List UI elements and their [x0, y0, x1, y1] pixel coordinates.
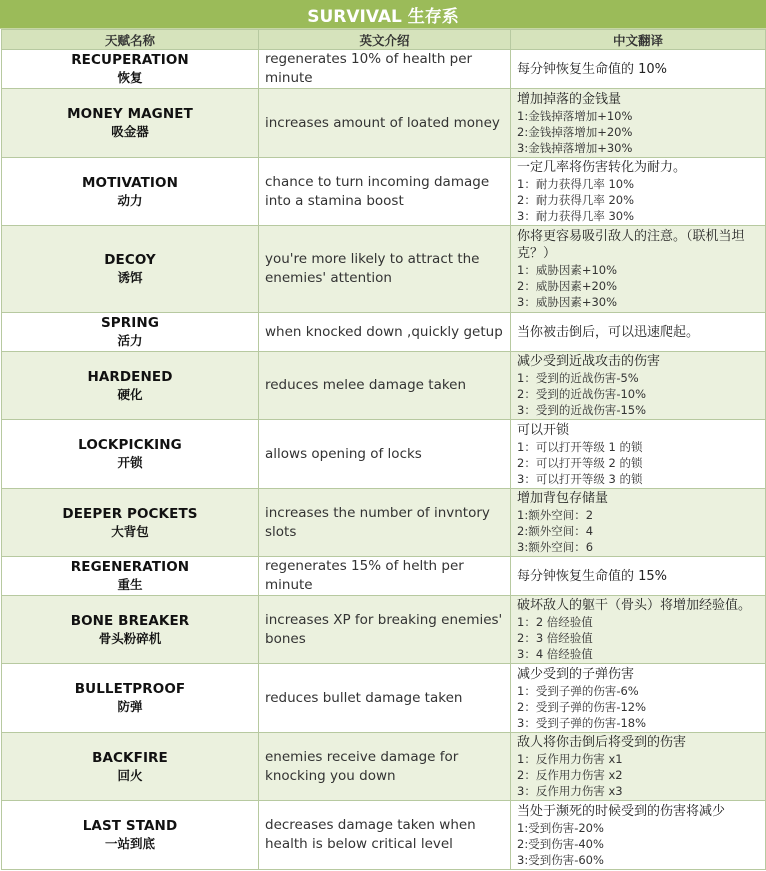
translation-summary: 敌人将你击倒后将受到的伤害	[517, 735, 687, 750]
translation-level-1: 1:额外空间：2	[517, 508, 594, 522]
talent-name-chinese: 硬化	[117, 386, 143, 402]
english-description: allows opening of locks	[259, 420, 511, 489]
chinese-translation-cell	[511, 557, 766, 596]
talent-name-chinese: 开锁	[117, 455, 143, 470]
talent-name-cell	[2, 489, 259, 557]
english-description: reduces bullet damage taken	[259, 664, 511, 733]
chinese-translation-cell	[511, 89, 766, 158]
talent-name-english: BULLETPROOF	[74, 681, 186, 697]
english-description: regenerates 15% of helth per minute	[259, 557, 511, 596]
translation-summary: 每分钟恢复生命值的 10%	[517, 61, 668, 77]
header-english-description: 英文介绍	[259, 30, 511, 50]
translation-level-3: 3：可以打开等级 3 的锁	[517, 471, 643, 486]
translation-level-3: 3：4 倍经验值	[517, 647, 593, 661]
translation-summary: 一定几率将伤害转化为耐力。	[517, 160, 687, 175]
talent-rows	[2, 50, 766, 870]
english-description: increases amount of loated money	[259, 89, 511, 158]
translation-level-1: 1：可以打开等级 1 的锁	[517, 439, 643, 454]
talent-name-cell	[2, 50, 259, 89]
table-row	[2, 557, 766, 596]
table-row	[2, 89, 766, 158]
chinese-translation-cell	[511, 158, 766, 226]
translation-summary: 你将更容易吸引敌人的注意。（联机当坦克？）	[517, 229, 745, 261]
talent-name-chinese: 大背包	[111, 523, 149, 539]
english-description: you're more likely to attract the enemies' attention	[259, 226, 511, 313]
translation-summary: 当处于濒死的时候受到的伤害将减少	[517, 803, 726, 819]
talent-name-cell	[2, 664, 259, 733]
talent-name-english: REGENERATION	[70, 559, 190, 575]
translation-level-1: 1：耐力获得几率 10%	[517, 177, 635, 191]
talent-name-chinese: 一站到底	[104, 836, 155, 851]
talent-name-english: BONE BREAKER	[70, 612, 190, 629]
translation-level-3: 3：威胁因素+30%	[517, 295, 618, 309]
talent-name-chinese: 动力	[117, 192, 143, 208]
translation-level-2: 2：威胁因素+20%	[517, 279, 618, 293]
talent-name-english: SPRING	[100, 315, 159, 331]
translation-level-1: 1：受到的近战伤害-5%	[517, 371, 639, 385]
translation-level-2: 2：反作用力伤害 x2	[517, 768, 623, 782]
chinese-translation-cell	[511, 226, 766, 313]
chinese-translation-cell	[511, 313, 766, 352]
talent-name-chinese: 重生	[117, 577, 143, 592]
talent-name-cell	[2, 158, 259, 226]
translation-level-3: 3:受到伤害-60%	[517, 852, 604, 867]
sheet-title: SURVIVAL 生存系	[0, 0, 766, 29]
table-row	[2, 352, 766, 420]
translation-level-1: 1：威胁因素+10%	[517, 263, 618, 277]
translation-level-1: 1：2 倍经验值	[517, 615, 593, 629]
chinese-translation-cell	[511, 596, 766, 664]
table-row	[2, 733, 766, 801]
translation-level-1: 1:金钱掉落增加+10%	[517, 108, 633, 123]
translation-summary: 可以开锁	[517, 422, 570, 438]
talent-name-cell	[2, 733, 259, 801]
english-description: increases XP for breaking enemies' bones	[259, 596, 511, 664]
talent-name-cell	[2, 313, 259, 352]
english-description: decreases damage taken when health is below critical level	[259, 801, 511, 870]
chinese-translation-cell	[511, 664, 766, 733]
chinese-translation-cell	[511, 489, 766, 557]
table-row	[2, 801, 766, 870]
table-row	[2, 596, 766, 664]
table-row	[2, 158, 766, 226]
chinese-translation-cell	[511, 801, 766, 870]
translation-level-2: 2：耐力获得几率 20%	[517, 193, 635, 207]
translation-summary: 当你被击倒后，可以迅速爬起。	[517, 324, 700, 340]
talent-name-english: BACKFIRE	[92, 749, 168, 766]
talent-name-chinese: 骨头粉碎机	[98, 630, 162, 646]
chinese-translation-cell	[511, 352, 766, 420]
talent-name-english: MOTIVATION	[81, 174, 179, 191]
talent-name-cell	[2, 226, 259, 313]
talent-table	[1, 29, 766, 870]
translation-level-2: 2:额外空间：4	[517, 524, 594, 538]
translation-summary: 减少受到近战攻击的伤害	[517, 354, 661, 369]
talent-name-english: MONEY MAGNET	[67, 106, 193, 122]
translation-level-3: 3：耐力获得几率 30%	[517, 209, 635, 223]
translation-level-3: 3：受到的近战伤害-15%	[517, 403, 647, 417]
talent-name-english: LOCKPICKING	[78, 437, 182, 453]
table-header-row	[2, 30, 766, 50]
table-row	[2, 489, 766, 557]
table-row	[2, 50, 766, 89]
translation-level-2: 2:受到伤害-40%	[517, 836, 604, 851]
talent-name-english: LAST STAND	[82, 818, 178, 834]
translation-level-1: 1：反作用力伤害 x1	[517, 752, 623, 766]
talent-name-chinese: 回火	[117, 767, 143, 783]
english-description: chance to turn incoming damage into a stamina boost	[259, 158, 511, 226]
translation-level-3: 3：反作用力伤害 x3	[517, 784, 623, 798]
translation-level-3: 3:额外空间：6	[517, 540, 594, 554]
talent-name-cell	[2, 596, 259, 664]
translation-level-2: 2:金钱掉落增加+20%	[517, 124, 633, 139]
translation-summary: 减少受到的子弹伤害	[517, 666, 635, 682]
table-row	[2, 226, 766, 313]
translation-level-2: 2：受到子弹的伤害-12%	[517, 699, 647, 714]
talent-name-cell	[2, 801, 259, 870]
talent-name-cell	[2, 420, 259, 489]
translation-summary: 增加背包存储量	[517, 491, 609, 506]
talent-name-chinese: 吸金器	[111, 124, 149, 139]
talent-name-chinese: 诱饵	[117, 270, 143, 285]
translation-level-3: 3:金钱掉落增加+30%	[517, 140, 633, 155]
english-description: reduces melee damage taken	[259, 352, 511, 420]
translation-level-3: 3：受到子弹的伤害-18%	[517, 715, 647, 730]
chinese-translation-cell	[511, 50, 766, 89]
table-row	[2, 313, 766, 352]
talent-name-chinese: 防弹	[117, 699, 143, 714]
translation-summary: 增加掉落的金钱量	[517, 91, 622, 107]
table-row	[2, 420, 766, 489]
translation-level-2: 2：可以打开等级 2 的锁	[517, 455, 643, 470]
translation-level-2: 2：3 倍经验值	[517, 631, 593, 645]
english-description: increases the number of invntory slots	[259, 489, 511, 557]
translation-level-1: 1：受到子弹的伤害-6%	[517, 683, 639, 698]
translation-summary: 每分钟恢复生命值的 15%	[517, 568, 668, 584]
table-row	[2, 664, 766, 733]
talent-name-cell	[2, 352, 259, 420]
talent-name-english: DEEPER POCKETS	[62, 505, 198, 522]
translation-summary: 破坏敌人的躯干（骨头）将增加经验值。	[517, 598, 752, 613]
translation-level-1: 1:受到伤害-20%	[517, 820, 604, 835]
talent-name-english: HARDENED	[87, 368, 173, 385]
talent-name-chinese: 恢复	[117, 70, 143, 85]
english-description: enemies receive damage for knocking you down	[259, 733, 511, 801]
chinese-translation-cell	[511, 420, 766, 489]
chinese-translation-cell	[511, 733, 766, 801]
talent-name-cell	[2, 557, 259, 596]
talent-name-cell	[2, 89, 259, 158]
english-description: when knocked down ,quickly getup	[259, 313, 511, 352]
english-description: regenerates 10% of health per minute	[259, 50, 511, 89]
header-talent-name: 天赋名称	[2, 30, 259, 50]
header-chinese-translation: 中文翻译	[511, 30, 766, 50]
talent-name-chinese: 活力	[117, 333, 143, 348]
translation-level-2: 2：受到的近战伤害-10%	[517, 387, 647, 401]
talent-name-english: RECUPERATION	[71, 52, 189, 68]
talent-name-english: DECOY	[104, 252, 156, 268]
